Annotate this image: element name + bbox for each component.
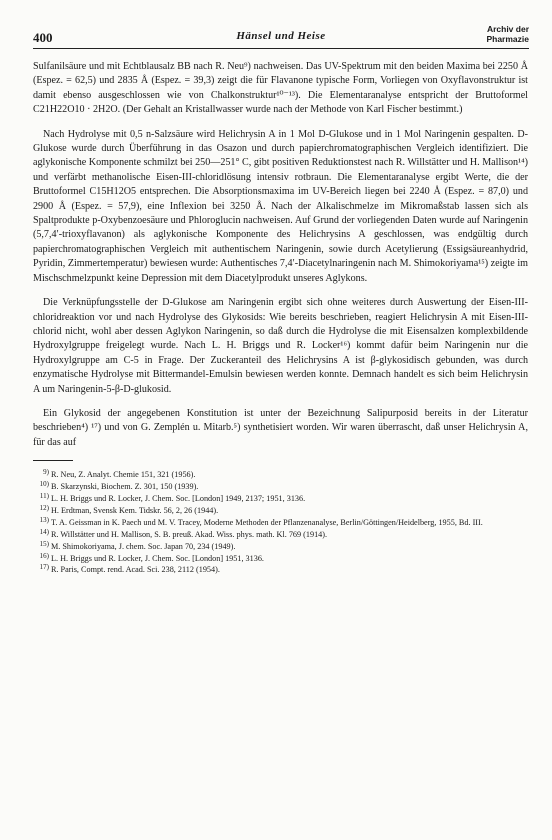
footnote-mark: 9) <box>43 468 49 477</box>
running-head-authors: Hänsel und Heise <box>236 30 326 42</box>
footnote-text: R. Paris, Compt. rend. Acad. Sci. 238, 2112 (1954). <box>51 565 220 575</box>
footnote-text: L. H. Briggs und R. Locker, J. Chem. Soc. [London] 1949, 2137; 1951, 3136. <box>51 493 306 503</box>
footnote-mark: 13) <box>39 515 49 524</box>
footnote-text: M. Shimokoriyama, J. chem. Soc. Japan 70, 234 (1949). <box>51 541 236 551</box>
footnote-text: R. Willstätter und H. Mallison, S. B. preuß. Akad. Wiss. phys. math. Kl. 769 (1914). <box>51 529 328 539</box>
footnote-mark: 10) <box>39 480 49 489</box>
page-header <box>33 24 529 49</box>
footnote-text: B. Skarzynski, Biochem. Z. 301, 150 (1939). <box>51 482 199 492</box>
footnote-mark: 12) <box>39 503 49 512</box>
footnote-list <box>33 469 528 576</box>
journal-name-line1: Archiv der <box>486 24 529 34</box>
paragraph-hydrolysis: Nach Hydrolyse mit 0,5 n-Salzsäure wird Helichrysin A in 1 Mol D-Glukose und in 1 Mol Naringenin gespalten. D-Glukose wurde durch Überführung in das Osazon und durch papierchromatographischen Vergleich identifiziert. Die aglykonische Komponente schmilzt bei 250—251° C, gibt positiven Reduktionstest nach R. Willstätter und H. Mallison¹⁴) und verfärbt methanolische Eisen-III-chloridlösung intensiv rotbraun. Die Elementaranalyse ergibt Werte, die der Bruttoformel C15H12O5 entsprechen. Die Absorptionsmaxima im UV-Bereich liegen bei 2240 Å (Espez. = 87,0) und 2900 Å (Espez. = 57,9), eine Inflexion bei 3250 Å. Nach der Alkalischmelze im Mikromaßstab lassen sich als Spaltprodukte p-Oxybenzoesäure und Phloroglucin nachweisen. Auf Grund der vorliegenden Daten wurde auf Naringenin (5,7,4′-trioxyflavanon) als aglykonische Komponente des Helichrysins A geschlossen, was endgültig durch papierchromatographischen Vergleich mit authentischem Naringenin, sowie durch Acetylierung (Essigsäureanhydrid, Pyridin, Zimmertemperatur) bewiesen wurde: Authentisches 7,4′-Diacetylnaringenin nach M. Shimokoriyama¹⁵) zeigte im Mischschmelzpunkt keine Depression mit dem Diacetylprodukt unseres Aglykons. <box>33 128 528 284</box>
footnote <box>33 469 528 481</box>
footnote-mark: 17) <box>39 563 49 572</box>
footnote <box>33 481 528 493</box>
footnote-mark: 11) <box>39 491 49 500</box>
footnote <box>33 517 528 529</box>
journal-name <box>486 25 529 44</box>
footnote-text: H. Erdtman, Svensk Kem. Tidskr. 56, 2, 26 (1944). <box>51 505 219 515</box>
journal-name-line2: Pharmazie <box>486 33 529 44</box>
footnote-text: R. Neu, Z. Analyt. Chemie 151, 321 (1956). <box>51 470 196 480</box>
footnote-mark: 14) <box>39 527 49 536</box>
footnote <box>33 541 528 553</box>
paragraph-uv-spectrum: Sulfanilsäure und mit Echtblausalz BB nach R. Neu⁹) nachweisen. Das UV-Spektrum mit den beiden Maxima bei 2250 Å (Espez. = 62,5) und 2835 Å (Espez. = 39,3) zeigt die für Flavanone typische Form, Vorliegen von Oxyflavonstruktur ist damit ebenso ausgeschlossen wie von Chalkonstruktur¹⁰⁻¹³). Die Elementaranalyse entspricht der Bruttoformel C21H22O10 · 2H2O. (Der Gehalt an Kristallwasser wurde nach der Methode von Karl Fischer bestimmt.) <box>33 61 528 116</box>
footnote-separator <box>33 460 73 461</box>
article-body <box>33 60 528 576</box>
paragraph-salipurposid: Ein Glykosid der angegebenen Konstitution ist unter der Bezeichnung Salipurposid bereits in der Literatur beschrieben⁴) ¹⁷) und von G. Zemplén u. Mitarb.⁵) synthetisiert worden. Wir waren überrascht, daß unser Helichrysin A, für das auf <box>33 407 528 448</box>
paragraph-glucose-linkage: Die Verknüpfungsstelle der D-Glukose am Naringenin ergibt sich ohne weiteres durch Auswertung der Eisen-III-chloridreaktion vor und nach Hydrolyse des Glykosids: Wie bereits beschrieben, reagiert Helichrysin A mit Eisen-III-chlorid nicht, wohl aber dessen Aglykon Naringenin, so daß durch die Hydrolyse die mit Eisensalzen komplexbildende Hydroxylgruppe freigelegt wurde. Nach L. H. Briggs und R. Locker¹⁶) kommt dafür beim Naringenin nur die Hydroxylgruppe am C-5 in Frage. Der Zuckeranteil des Helichrysins A ist β-glykosidisch gebunden, was durch enzymatische Hydrolyse mit Bittermandel-Emulsin bewiesen werden konnte. Demnach handelt es sich beim Helichrysin A um Naringenin-5-β-D-glukosid. <box>33 297 528 395</box>
footnote <box>33 505 528 517</box>
footnote <box>33 529 528 541</box>
footnote-text: T. A. Geissman in K. Paech und M. V. Tracey, Moderne Methoden der Pflanzenanalyse, Berlin/Göttingen/Heidelberg, 1955, Bd. III. <box>51 517 483 527</box>
page-number: 400 <box>33 30 53 45</box>
footnote-mark: 15) <box>39 539 49 548</box>
footnote-text: L. H. Briggs und R. Locker, J. Chem. Soc. [London] 1951, 3136. <box>51 553 264 563</box>
footnote <box>33 493 528 505</box>
footnote <box>33 564 528 576</box>
footnote <box>33 553 528 565</box>
footnote-mark: 16) <box>39 551 49 560</box>
